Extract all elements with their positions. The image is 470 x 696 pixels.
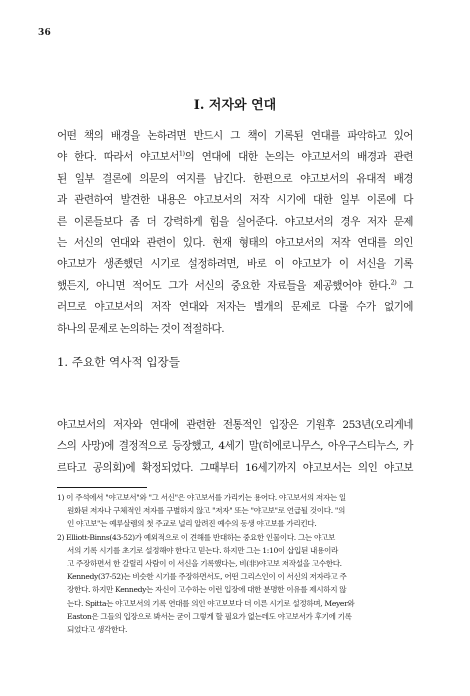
paragraph-line: 는 서신의 연대와 관련이 있다. 현재 형태의 야고보서의 저작 연대를 의인 — [57, 237, 413, 250]
footnote-rule — [57, 487, 147, 488]
paragraph-line: 어떤 책의 배경을 논하려면 반드시 그 책이 기록된 연대를 파악하고 있어 — [57, 130, 413, 142]
footnote-ref: 2) — [390, 278, 397, 287]
section-heading: 1. 주요한 역사적 입장들 — [57, 355, 180, 369]
footnote-line: Kennedy(37-52)는 비슷한 시기를 주장하면서도, 어떤 그리스인이 이 서신의 저자라고 주 — [67, 572, 347, 582]
footnote-line: 인 야고보"는 예루살렘의 첫 주교로 널리 알려진 예수의 동생 야고보를 가리킨다. — [67, 519, 317, 529]
page-number: 36 — [38, 28, 51, 38]
footnote-line: 1) 이 주석에서 "야고보서"와 "그 서신"은 야고보서를 가리키는 용어다. 야고보서의 저자는 일 — [57, 493, 346, 502]
body-paragraph-1 — [57, 126, 413, 340]
paragraph-line: 러므로 야고보서의 저작 연대와 저자는 별개의 문제로 다룰 수가 없기에 — [57, 301, 413, 314]
paragraph-line: 른 이론들보다 좀 더 강력하게 힘을 실어준다. 야고보서의 경우 저자 문제 — [57, 215, 413, 228]
body-paragraph-2 — [57, 415, 413, 479]
footnote-line: 서의 기록 시기를 초기로 설정해야 한다고 믿는다. 하지만 그는 1:10이 삽입된 내용이라 — [67, 545, 338, 555]
footnote-line: 2) Elliott-Binns(43-52)가 예외적으로 이 견해를 반대하는 중요한 인물이다. 그는 야고보 — [57, 532, 335, 542]
chapter-title: I. 저자와 연대 — [193, 98, 277, 113]
footnote-2 — [57, 531, 413, 637]
footnote-line: 장한다. 하지만 Kennedy는 자신이 고수하는 이런 입장에 대한 분명한 이유를 제시하지 않 — [67, 585, 347, 595]
paragraph-line: 하나의 문제로 논의하는 것이 적절하다. — [57, 322, 225, 335]
paragraph-line: 르타고 공의회)에 확정되었다. 그때부터 16세기까지 야고보서는 의인 야고보 — [57, 461, 413, 474]
paragraph-line: 야고보가 생존했던 시기로 설정하려면, 바로 이 야고보가 이 서신을 기록 — [57, 258, 413, 271]
footnote-ref: 1) — [178, 149, 185, 158]
paragraph-line: 된 일부 결론에 의문의 여지를 남긴다. 한편으로 야고보서의 유대적 배경 — [57, 172, 413, 185]
footnote-line: 원화된 저자나 구체적인 저자를 구별하지 않고 "저자" 또는 "야고보"로 언급될 것이다. "의 — [67, 506, 345, 516]
paragraph-line: 야 한다. 따라서 야고보서$^{1)}$의 연대에 대한 논의는 야고보서의 배경과 관련 — [57, 149, 413, 164]
footnote-line: Easton은 그들의 입장으로 봐서는 굳이 그렇게 할 필요가 없는데도 야고보서가 후기에 기록 — [67, 611, 352, 621]
paragraph-line: 스의 사망)에 결정적으로 등장했고, 4세기 말(히에로니무스, 아우구스티누스, 카 — [57, 440, 413, 453]
footnotes — [57, 491, 413, 636]
paragraph-line: 과 관련하여 발견한 내용은 야고보서의 저작 시기에 대한 일부 이론에 다 — [57, 194, 413, 207]
footnote-line: 는다. Spitta는 야고보서의 기록 연대를 의인 야고보보다 더 이른 시기로 설정하며, Meyer와 — [67, 598, 355, 608]
footnote-1 — [57, 491, 413, 531]
footnote-line: 고 주장하면서 한 갈릴리 사람이 이 서신을 기록했다는, 비(非)야고보 저작설을 고수한다. — [67, 559, 342, 569]
paragraph-line: 했든지, 아니면 적어도 그가 서신의 중요한 자료들을 제공했어야 한다.$^{2)}$ 그 — [57, 278, 413, 292]
footnote-line: 되었다고 생각한다. — [67, 625, 128, 635]
paragraph-line: 야고보서의 저자와 연대에 관련한 전통적인 입장은 기원후 253년(오리게네 — [57, 419, 413, 431]
